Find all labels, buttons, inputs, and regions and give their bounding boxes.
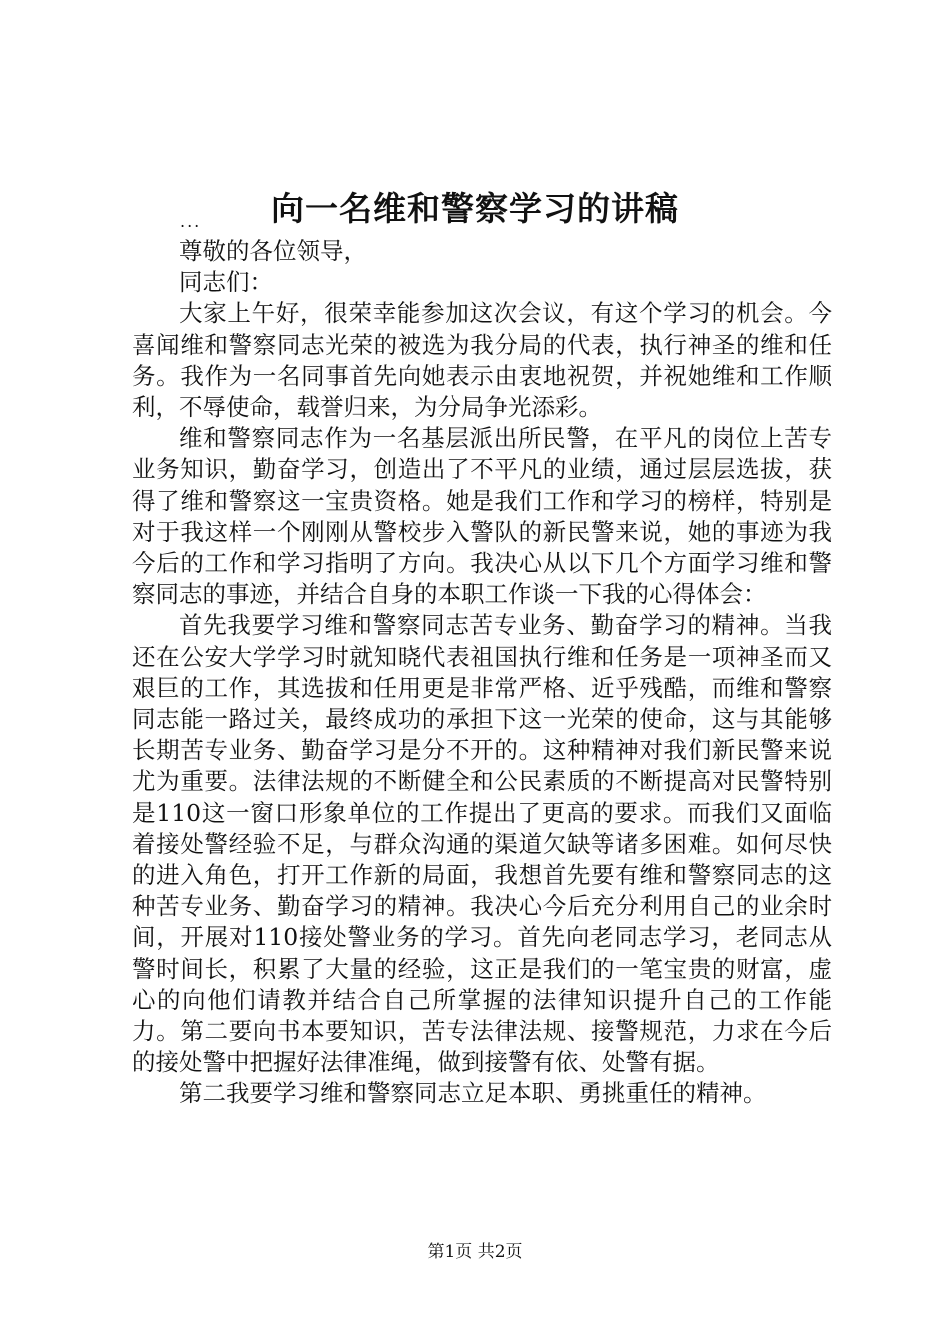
greeting-line-1: 尊敬的各位领导，: [179, 237, 367, 265]
paragraph-3: 首先我要学习维和警察同志苦专业务、勤奋学习的精神。当我还在公安大学学习时就知晓代表祖国执行维和任务是一项神圣而又艰巨的工作，其选拔和任用更是非常严格、近乎残酷，而维和警察同志能一路过关，最终成功的承担下这一光荣的使命，这与其能够长期苦专业务、勤奋学习是分不开的。这种精神对我们新民警来说尤为重要。法律法规的不断健全和公民素质的不断提高对民警特别是110这一窗口形象单位的工作提出了更高的要求。而我们又面临着接处警经验不足，与群众沟通的渠道欠缺等诸多困难。如何尽快的进入角色，打开工作新的局面，我想首先要有维和警察同志的这种苦专业务、勤奋学习的精神。我决心今后充分利用自己的业余时间，开展对110接处警业务的学习。首先向老同志学习，老同志从警时间长，积累了大量的经验，这正是我们的一笔宝贵的财富，虚心的向他们请教并结合自己所掌握的法律知识提升自己的工作能力。第二要向书本要知识，苦专法律法规、接警规范，力求在今后的接处警中把握好法律准绳，做到接警有依、处警有据。: [132, 611, 832, 1077]
paragraph-4: 第二我要学习维和警察同志立足本职、勇挑重任的精神。: [179, 1079, 767, 1108]
document-title: 向一名维和警察学习的讲稿: [271, 189, 679, 228]
paragraph-2: 维和警察同志作为一名基层派出所民警，在平凡的岗位上苦专业务知识，勤奋学习，创造出了不平凡的业绩，通过层层选拔，获得了维和警察这一宝贵资格。她是我们工作和学习的榜样，特别是对于我这样一个刚刚从警校步入警队的新民警来说，她的事迹为我今后的工作和学习指明了方向。我决心从以下几个方面学习维和警察同志的事迹，并结合自身的本职工作谈一下我的心得体会：: [132, 424, 832, 609]
paragraph-1: 大家上午好，很荣幸能参加这次会议，有这个学习的机会。今喜闻维和警察同志光荣的被选为我分局的代表，执行神圣的维和任务。我作为一名同事首先向她表示由衷地祝贺，并祝她维和工作顺利，不辱使命，载誉归来，为分局争光添彩。: [132, 299, 832, 422]
page-footer: 第1页 共2页: [427, 1242, 523, 1262]
ellipsis-marker: ...: [180, 212, 202, 231]
document-body: [132, 236, 832, 1110]
greeting-line-2: 同志们：: [179, 268, 273, 297]
